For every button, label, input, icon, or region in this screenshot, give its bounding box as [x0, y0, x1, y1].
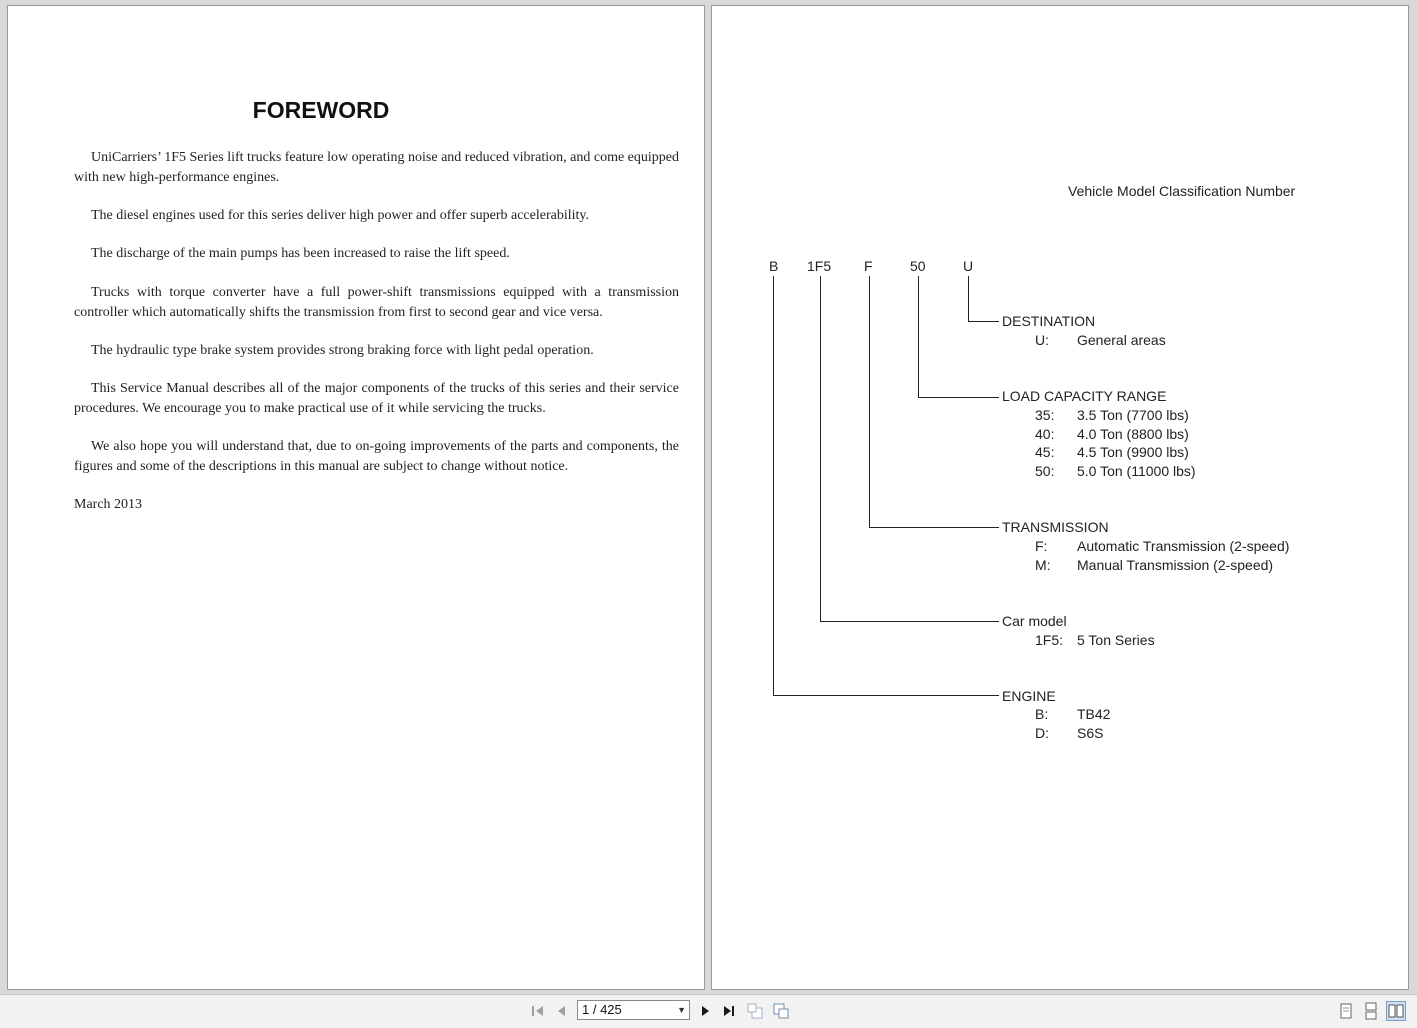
code-part-destination: U: [963, 258, 974, 274]
engine-code-d: D:: [1035, 725, 1049, 741]
connector-load-vertical: [918, 276, 919, 398]
code-part-car-model: 1F5: [807, 258, 832, 274]
foreword-paragraph-1: UniCarriers’ 1F5 Series lift trucks feature low operating noise and reduced vibration, and come equipped with new high-performance engines.: [74, 150, 679, 185]
connector-load-horizontal: [918, 397, 999, 398]
transmission-desc-m: Manual Transmission (2-speed): [1077, 557, 1274, 573]
load-code-35: 35:: [1035, 407, 1055, 423]
car-model-code-1f5: 1F5:: [1035, 632, 1064, 648]
car-model-title: Car model: [1002, 613, 1067, 629]
page-number-selector[interactable]: [577, 1000, 690, 1020]
code-part-transmission: F: [864, 258, 873, 274]
transmission-title: TRANSMISSION: [1002, 519, 1109, 535]
connector-engine-vertical: [773, 276, 774, 696]
transmission-code-f: F:: [1035, 538, 1048, 554]
chevron-down-icon: ▼: [677, 1005, 686, 1015]
load-desc-45: 4.5 Ton (9900 lbs): [1077, 444, 1189, 460]
connector-destination-horizontal: [968, 321, 999, 322]
code-part-load-capacity: 50: [910, 258, 926, 274]
connector-car-model-horizontal: [820, 621, 999, 622]
foreword-paragraph-4: Trucks with torque converter have a full power-shift transmissions equipped with a transmission controller which automatically shifts the transmission from first to second gear and vice versa.: [74, 285, 679, 320]
classification-heading: Vehicle Model Classification Number: [1068, 183, 1296, 199]
previous-view-icon[interactable]: [746, 1002, 764, 1020]
connector-engine-horizontal: [773, 695, 999, 696]
foreword-paragraph-6: This Service Manual describes all of the major components of the trucks of this series and their service procedures. We encourage you to make practical use of it while servicing the trucks.: [74, 381, 679, 416]
foreword-paragraph-5: The hydraulic type brake system provides strong braking force with light pedal operation.: [91, 343, 594, 358]
foreword-paragraph-3: The discharge of the main pumps has been increased to raise the lift speed.: [91, 246, 510, 261]
connector-transmission-vertical: [869, 276, 870, 528]
engine-desc-b: TB42: [1077, 706, 1111, 722]
load-desc-35: 3.5 Ton (7700 lbs): [1077, 407, 1189, 423]
foreword-date: March 2013: [74, 497, 143, 512]
foreword-paragraph-2: The diesel engines used for this series deliver high power and offer superb accelerability.: [91, 208, 589, 223]
bottom-navigation-toolbar: [0, 994, 1417, 1028]
load-code-40: 40:: [1035, 426, 1055, 442]
destination-desc-u: General areas: [1077, 332, 1166, 348]
first-page-icon[interactable]: [529, 1002, 547, 1020]
load-desc-40: 4.0 Ton (8800 lbs): [1077, 426, 1189, 442]
next-page-icon[interactable]: [696, 1002, 714, 1020]
previous-page-icon[interactable]: [553, 1002, 571, 1020]
left-document-page: [7, 5, 705, 990]
foreword-title: FOREWORD: [252, 97, 390, 123]
facing-pages-view-icon[interactable]: [1386, 1001, 1406, 1021]
load-capacity-title: LOAD CAPACITY RANGE: [1002, 388, 1167, 404]
destination-code-u: U:: [1035, 332, 1049, 348]
engine-title: ENGINE: [1002, 688, 1056, 704]
transmission-code-m: M:: [1035, 557, 1051, 573]
foreword-paragraph-7: We also hope you will understand that, due to on-going improvements of the parts and components, the figures and some of the descriptions in this manual are subject to change without notice.: [74, 439, 679, 474]
code-part-engine: B: [769, 258, 779, 274]
engine-code-b: B:: [1035, 706, 1049, 722]
destination-title: DESTINATION: [1002, 313, 1096, 329]
next-view-icon[interactable]: [772, 1002, 790, 1020]
connector-destination-vertical: [968, 276, 969, 322]
load-desc-50: 5.0 Ton (11000 lbs): [1077, 463, 1196, 479]
engine-desc-d: S6S: [1077, 725, 1104, 741]
continuous-view-icon[interactable]: [1361, 1001, 1381, 1021]
transmission-desc-f: Automatic Transmission (2-speed): [1077, 538, 1290, 554]
single-page-view-icon[interactable]: [1336, 1001, 1356, 1021]
last-page-icon[interactable]: [720, 1002, 738, 1020]
load-code-45: 45:: [1035, 444, 1055, 460]
connector-transmission-horizontal: [869, 527, 999, 528]
page-indicator-text: 1 / 425: [582, 1002, 622, 1017]
load-code-50: 50:: [1035, 463, 1055, 479]
right-document-page: [711, 5, 1409, 990]
connector-car-model-vertical: [820, 276, 821, 622]
car-model-desc-1f5: 5 Ton Series: [1077, 632, 1155, 648]
